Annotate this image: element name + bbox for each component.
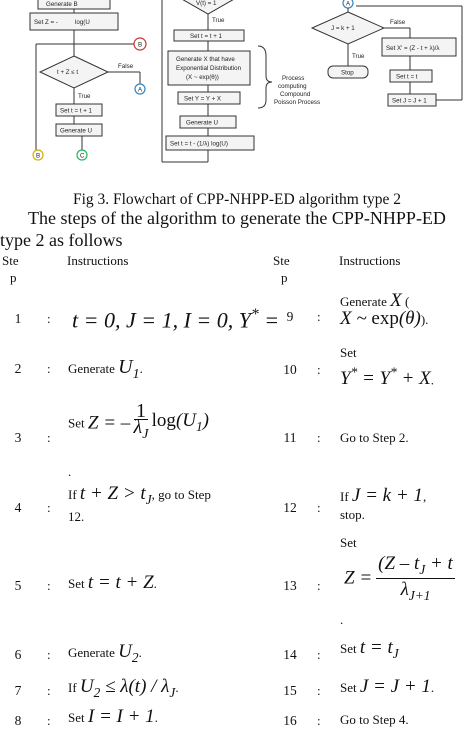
step-colon: : <box>47 647 51 662</box>
step-number: 15 <box>283 683 297 698</box>
flow-connector-c-label: C <box>80 152 85 160</box>
step-number: 6 <box>14 647 22 662</box>
figure-caption: Fig 3. Flowchart of CPP-NHPP-ED algorithm type 2 <box>72 191 402 208</box>
step-number: 7 <box>14 683 22 698</box>
flow-text-generate-x-1: Generate X that have <box>176 56 235 63</box>
flow-label-false-left: False <box>118 63 134 70</box>
step-number: 2 <box>14 361 22 376</box>
intro-line-2: type 2 as follows <box>0 230 123 250</box>
flow-side-label-3: Compound <box>280 91 311 98</box>
step-header-left: Ste p <box>2 253 19 285</box>
step-number: 8 <box>14 713 22 728</box>
step-14-instruction: Set $t = t_J$ <box>340 637 399 661</box>
flow-text-set-t-left: Set t = t + 1 <box>60 107 92 115</box>
flow-text-generate-b: Generate B <box>46 1 78 8</box>
step-colon: : <box>317 362 321 377</box>
step-colon: : <box>47 311 51 326</box>
intro-paragraph <box>0 207 474 251</box>
flow-text-stop: Stop <box>341 69 354 77</box>
flow-label-true-left: True <box>78 93 91 100</box>
step-number: 4 <box>14 500 22 515</box>
step-colon: : <box>317 430 321 445</box>
flow-text-generate-x-2: Exponential Distribution <box>176 65 242 72</box>
flowchart <box>0 0 474 168</box>
step-3-trailing-dot: . <box>68 464 72 479</box>
step-8-instruction: Set I = I + 1. <box>68 706 158 727</box>
step-number: 5 <box>14 578 22 593</box>
flow-connector-b-yellow-label: B <box>36 152 41 160</box>
step-number: 16 <box>283 713 297 728</box>
flow-side-label-1: Process <box>282 75 305 82</box>
step-number: 10 <box>283 362 297 377</box>
flow-text-set-t-right: Set t = t <box>396 73 418 81</box>
instructions-header-right: Instructions <box>339 253 401 268</box>
flow-text-generate-u-middle: Generate U <box>186 119 218 127</box>
flow-side-label-2: computing <box>278 83 307 90</box>
step-number: 1 <box>14 311 22 326</box>
step-colon: : <box>47 500 51 515</box>
step-3-instruction: Set Z = – $\frac{1}{\lambda_J}$ $\log(U_1)$ <box>68 400 209 442</box>
step-13-trailing-dot: . <box>340 612 344 627</box>
step-16-instruction: Go to Step 4. <box>340 712 409 727</box>
step-colon: : <box>317 713 321 728</box>
step-number: 13 <box>283 578 297 593</box>
step-colon: : <box>317 683 321 698</box>
flow-text-decision-left: t + Z ≤ t <box>57 69 79 76</box>
step-colon: : <box>317 647 321 662</box>
flow-text-set-j: Set J = J + 1 <box>392 97 427 105</box>
step-colon: : <box>47 713 51 728</box>
flow-label-true-middle: True <box>212 17 225 24</box>
flow-text-set-y: Set Y = Y + X <box>184 95 222 103</box>
step-2-instruction: Generate $U_1$. <box>68 356 143 382</box>
step-1-expression: t = 0, J = 1, I = 0, Y* = <box>72 306 280 333</box>
flow-connector-b-red-label: B <box>138 41 143 49</box>
flow-text-set-z-tail: log(U <box>75 19 90 26</box>
step-13-expression: Z = $\frac{(Z - t_J + t}{\lambda_{J+1}}$ <box>344 553 453 603</box>
step-number: 3 <box>14 430 22 445</box>
flow-bracket <box>258 46 272 108</box>
flow-text-middle-top: V(t) = 1 <box>196 0 217 7</box>
step-15-instruction: Set J = J + 1. <box>340 676 435 697</box>
step-colon: : <box>47 430 51 445</box>
flow-text-generate-x-3: (X ~ exp(θ)) <box>186 74 219 81</box>
step-colon: : <box>317 578 321 593</box>
flow-label-false-right: False <box>390 19 406 26</box>
flow-text-decision-right: J = k + 1 <box>331 25 355 32</box>
step-number: 12 <box>283 500 297 515</box>
flow-text-set-t-middle: Set t = t + 1 <box>190 33 222 40</box>
step-13-set: Set <box>340 535 357 550</box>
step-5-instruction: Set t = t + Z. <box>68 572 157 593</box>
intro-line-1: The steps of the algorithm to generate the CPP-NHPP-ED <box>28 208 446 228</box>
flow-text-set-x: Set X' = (Z - t + λ)/λ <box>386 45 440 52</box>
flow-side-label-4: Poisson Process <box>274 99 321 106</box>
step-10-instruction: Set Y* = Y* + X. <box>340 345 434 390</box>
step-7-instruction: If $U_2 \le \lambda(t) / \lambda_J$. <box>68 676 179 700</box>
step-12-instruction: If J = k + 1, stop. <box>340 485 427 522</box>
step-colon: : <box>317 309 321 324</box>
flow-text-set-z-bottom: Set t = t - (1/λ) log(U) <box>170 140 228 148</box>
step-header-right: Ste p <box>273 253 290 285</box>
step-number: 14 <box>283 647 297 662</box>
step-4-instruction: If $t + Z > t_J$, go to Step 12. <box>68 483 211 524</box>
step-colon: : <box>47 361 51 376</box>
step-11-instruction: Go to Step 2. <box>340 430 409 445</box>
step-6-instruction: Generate $U_2$. <box>68 641 142 665</box>
flow-text-generate-u-left: Generate U <box>60 127 92 135</box>
step-number: 9 <box>286 309 294 324</box>
step-9-instruction: Generate X ( X ~ exp(θ)). <box>340 290 429 329</box>
flow-connector-a-right-label: A <box>346 0 351 8</box>
flow-text-set-z: Set Z = - <box>34 19 58 26</box>
flow-label-true-right: True <box>352 53 365 60</box>
flow-connector-a-label: A <box>138 86 143 94</box>
instructions-header-left: Instructions <box>67 253 129 268</box>
step-colon: : <box>47 683 51 698</box>
step-number: 11 <box>283 430 297 445</box>
step-colon: : <box>47 578 51 593</box>
step-colon: : <box>317 500 321 515</box>
